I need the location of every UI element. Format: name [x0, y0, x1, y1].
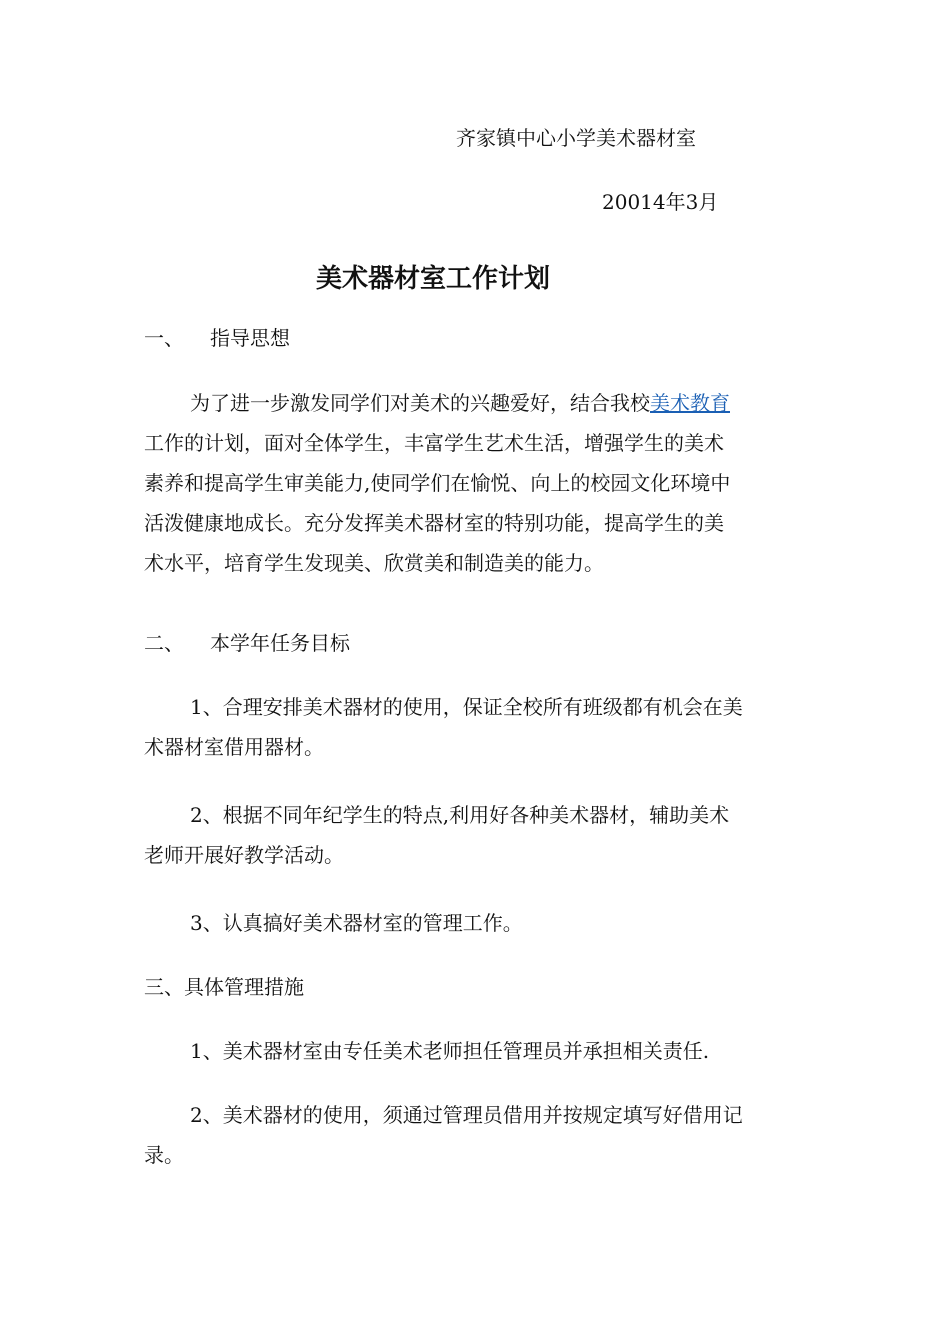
page-title: 美术器材室工作计划	[316, 264, 551, 294]
section-2-item-2-line: 老师开展好教学活动。	[144, 843, 344, 867]
section-2-heading	[144, 629, 350, 657]
section-1-para-line: 为了进一步激发同学们对美术的兴趣爱好，结合我校美术教育	[190, 391, 730, 415]
section-1-number: 一、	[144, 326, 184, 350]
section-3-heading: 三、具体管理措施	[144, 975, 304, 999]
organization-name: 齐家镇中心小学美术器材室	[456, 126, 696, 150]
section-1-para-line: 活泼健康地成长。充分发挥美术器材室的特别功能，提高学生的美	[144, 511, 724, 535]
section-1-heading	[144, 324, 290, 352]
section-2-title: 本学年任务目标	[210, 631, 350, 655]
section-3-item-1: 1、美术器材室由专任美术老师担任管理员并承担相关责任.	[190, 1039, 710, 1063]
section-3-item-2-line: 2、美术器材的使用，须通过管理员借用并按规定填写好借用记	[190, 1103, 743, 1127]
section-2-item-2-line: 2、根据不同年纪学生的特点,利用好各种美术器材，辅助美术	[190, 803, 730, 827]
document-date: 20014年3月	[602, 190, 719, 214]
art-education-link[interactable]: 美术教育	[650, 391, 730, 415]
section-2-item-3: 3、认真搞好美术器材室的管理工作。	[190, 911, 523, 935]
section-2-number: 二、	[144, 631, 184, 655]
section-1-para-line: 工作的计划，面对全体学生，丰富学生艺术生活，增强学生的美术	[144, 431, 724, 455]
section-3-item-2-line: 录。	[144, 1143, 184, 1167]
section-2-item-1-line: 1、合理安排美术器材的使用，保证全校所有班级都有机会在美	[190, 695, 743, 719]
section-1-para-line: 术水平，培育学生发现美、欣赏美和制造美的能力。	[144, 551, 604, 575]
section-1-title: 指导思想	[210, 326, 290, 350]
section-1-para-line: 素养和提高学生审美能力,使同学们在愉悦、向上的校园文化环境中	[144, 471, 731, 495]
section-2-item-1-line: 术器材室借用器材。	[144, 735, 324, 759]
